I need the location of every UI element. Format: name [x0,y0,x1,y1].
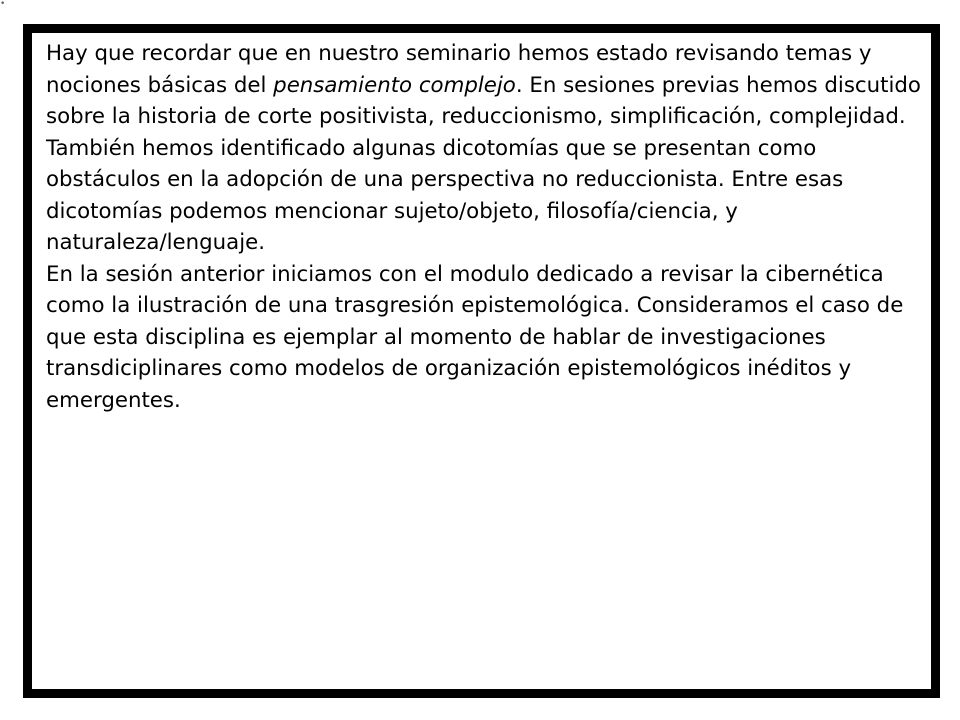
corner-mark: • [0,0,6,9]
text-body [46,38,926,416]
paragraph-1-intro: Hay que recordar que en nuestro seminario hemos estado revisando temas y nociones básicas del [46,41,872,98]
paragraph-2: En la sesión anterior iniciamos con el modulo dedicado a revisar la cibernética como la ilustración de una trasgresión epistemológica. Consideramos el caso de que esta disciplina es ejemplar al momento de hablar de investigaciones transdiciplinares como modelos de organización epistemológicos inéditos y emergentes. [46,261,904,413]
paragraph-1-emphasis: pensamiento complejo [273,72,516,98]
paragraph-1-rest: . En sesiones previas hemos discutido sobre la historia de corte positivista, reduccionismo, simplificación, complejidad. También hemos identificado algunas dicotomías que se presentan como obstáculos en la adopción de una perspectiva no reduccionista. Entre esas dicotomías podemos mencionar sujeto/objeto, filosofía/ciencia, y naturaleza/lenguaje. [46,72,921,255]
paragraph-1 [46,38,926,259]
text-frame [23,24,940,698]
